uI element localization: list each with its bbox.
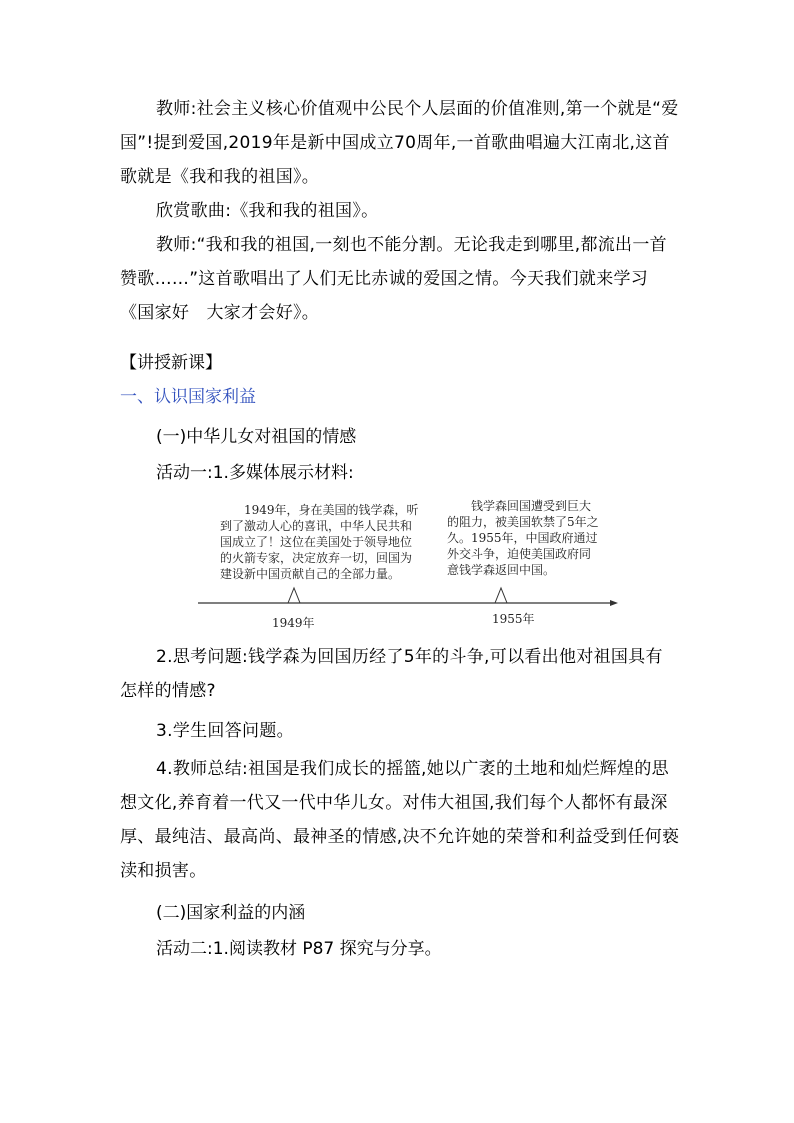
year-label-1949: 1949年 bbox=[272, 616, 315, 630]
triangle-marker-1955-icon bbox=[495, 588, 507, 603]
subheading-connotation: (二)国家利益的内涵 bbox=[156, 903, 306, 923]
question-two: 2.思考问题:钱学森为回国历经了5年的斗争,可以看出他对祖国具有怎样的情感? bbox=[120, 647, 663, 701]
intro-paragraph: 教师:社会主义核心价值观中公民个人层面的价值准则,第一个就是“爱国”!提到爱国,2019年是新中国成立70周年,一首歌曲唱遍大江南北,这首歌就是《我和我的祖国》。 bbox=[120, 99, 679, 187]
year-label-1955: 1955年 bbox=[492, 612, 535, 626]
triangle-marker-1949-icon bbox=[288, 588, 300, 603]
heading-national-interest: 一、认识国家利益 bbox=[120, 387, 256, 407]
timeline-event-1955: 钱学森回国遭受到巨大 的阻力，被美国软禁了5年之 久。1955年，中国政府通过 外交斗争，迫使美国政府同 意钱学森返回中国。 bbox=[447, 499, 599, 577]
timeline-figure bbox=[190, 490, 630, 640]
song-appreciation: 欣赏歌曲:《我和我的祖国》。 bbox=[156, 201, 379, 221]
activity-one: 活动一:1.多媒体展示材料: bbox=[156, 463, 354, 483]
timeline-event-1949: 1949年，身在美国的钱学森，听 到了激动人心的喜讯，中华人民共和 国成立了！这位在美国处于领导地位 的火箭专家，决定放弃一切，回国为 建设新中国贡献自己的全部力量。 bbox=[220, 503, 419, 581]
subheading-emotion: (一)中华儿女对祖国的情感 bbox=[156, 427, 357, 447]
question-three: 3.学生回答问题。 bbox=[156, 721, 294, 741]
activity-two: 活动二:1.阅读教材 P87 探究与分享。 bbox=[156, 939, 442, 959]
teacher-summary: 4.教师总结:祖国是我们成长的摇篮,她以广袤的土地和灿烂辉煌的思想文化,养育着一代又一代中华儿女。对伟大祖国,我们每个人都怀有最深厚、最纯洁、最高尚、最神圣的情感,决不允许她的荣誉和利益受到任何亵渎和损害。 bbox=[120, 759, 680, 881]
timeline-axis bbox=[190, 490, 630, 640]
teacher-paragraph: 教师:“我和我的祖国,一刻也不能分割。无论我走到哪里,都流出一首赞歌……”这首歌唱出了人们无比赤诚的爱国之情。今天我们就来学习《国家好 大家才会好》。 bbox=[120, 235, 667, 323]
arrow-head-icon bbox=[610, 600, 618, 606]
section-label: 【讲授新课】 bbox=[120, 353, 222, 373]
